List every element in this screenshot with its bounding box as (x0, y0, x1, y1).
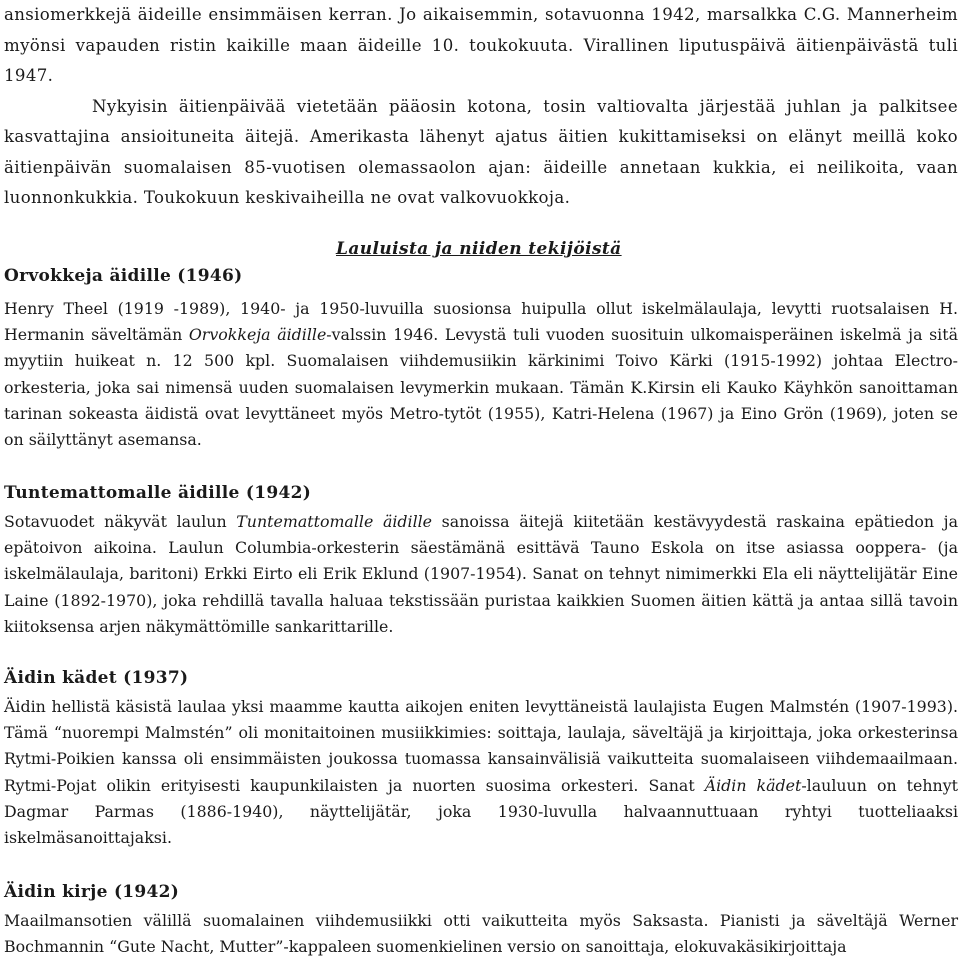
intro-paragraph-1: ansiomerkkejä äideille ensimmäisen kerran. Jo aikaisemmin, sotavuonna 1942, marsalkka C.G. Mannerheim myönsi vapauden ristin kaikille maan äideille 10. toukokuuta. Virallinen liputuspäivä äitienpäivästä tuli 1947. (4, 5, 958, 85)
song-title: Äidin kirje (1942) (4, 882, 180, 902)
song-section (4, 880, 958, 960)
song-name-italic: Orvokkeja äidille (188, 325, 327, 345)
intro-paragraph-2: Nykyisin äitienpäivää vietetään pääosin kotona, tosin valtiovalta järjestää juhlan ja palkitsee kasvattajina ansioituneita äitejä. Amerikasta lähenyt ajatus äitien kukittamiseksi on elänyt meillä koko äitienpäivän suomalaisen 85-vuotisen olemassaolon ajan: äideille annetaan kukkia, ei neilikoita, vaan luonnonkukkia. Toukokuun keskivaiheilla ne ovat valkovuokkoja. (4, 96, 958, 207)
song-section (4, 481, 958, 640)
song-title: Tuntemattomalle äidille (1942) (4, 483, 312, 503)
song-name-italic: Äidin kädet (704, 775, 802, 795)
song-section (4, 666, 958, 851)
section-heading: Lauluista ja niiden tekijöistä (336, 239, 622, 259)
song-description: Sotavuodet näkyvät laulun Tuntemattomalle äidille sanoissa äitejä kiitetään kestävyydestä raskaina epätiedon ja epätoivon aikoina. Laulun Columbia-orkesterin säestämänä esittävä Tauno Eskola on itse asiassa ooppera- (ja iskelmälaulaja, baritoni) Erkki Eirto eli Erik Eklund (1907-1954). Sanat on tehnyt nimimerkki Ela eli näyttelijätär Eine Laine (1892-1970), joka rehdillä tavalla haluaa tekstissään puristaa kaikkien Suomen äitien kättä ja antaa sillä tavoin kiitoksensa arjen näkymättömille sankarittarille. (4, 512, 958, 636)
song-title: Äidin kädet (1937) (4, 668, 189, 688)
intro-text (4, 0, 958, 214)
song-description: Henry Theel (1919 -1989), 1940- ja 1950-luvuilla suosionsa huipulla ollut iskelmälaulaja, levytti ruotsalaisen H. Hermanin säveltämän Orvokkeja äidille-valssin 1946. Levystä tuli vuoden suosituin ulkomaisperäinen iskelmä ja sitä myytiin huikeat n. 12 500 kpl. Suomalaisen viihdemusiikin kärkinimi Toivo Kärki (1915-1992) johtaa Electro-orkesteria, joka sai nimensä uuden suomalaisen levymerkin mukaan. Tämän K.Kirsin eli Kauko Käyhkön sanoittaman tarinan sokeasta äidistä ovat levyttäneet myös Metro-tytöt (1955), Katri-Helena (1967) ja Eino Grön (1969), joten se on säilyttänyt asemansa. (4, 299, 959, 450)
song-description: Maailmansotien välillä suomalainen viihdemusiikki otti vaikutteita myös Saksasta. Pianisti ja säveltäjä Werner Bochmannin “Gute Nacht, Mutter”-kappaleen suomenkielinen versio on sanoittaja, elokuvakäsikirjoittaja (4, 911, 958, 957)
song-description: Äidin hellistä käsistä laulaa yksi maamme kautta aikojen eniten levyttäneistä laulajista Eugen Malmstén (1907-1993). Tämä “nuorempi Malmstén” oli monitaitoinen musiikkimies: soittaja, laulaja, säveltäjä ja kirjoittaja, joka orkesterinsa Rytmi-Poikien kanssa oli ensimmäisten joukossa tuomassa kansainvälisiä vaikutteita suomalaiseen viihdemaailmaan. Rytmi-Pojat olikin erityisesti kaupunkilaisten ja nuorten suosima orkesteri. Sanat Äidin kädet-lauluun on tehnyt Dagmar Parmas (1886-1940), näyttelijätär, joka 1930-luvulla halvaannuttuaan ryhtyi tuotteliaaksi iskelmäsanoittajaksi. (4, 697, 958, 848)
song-name-italic: Tuntemattomalle äidille (236, 512, 433, 531)
song-title: Orvokkeja äidille (1946) (4, 266, 243, 286)
song-section (4, 264, 958, 453)
